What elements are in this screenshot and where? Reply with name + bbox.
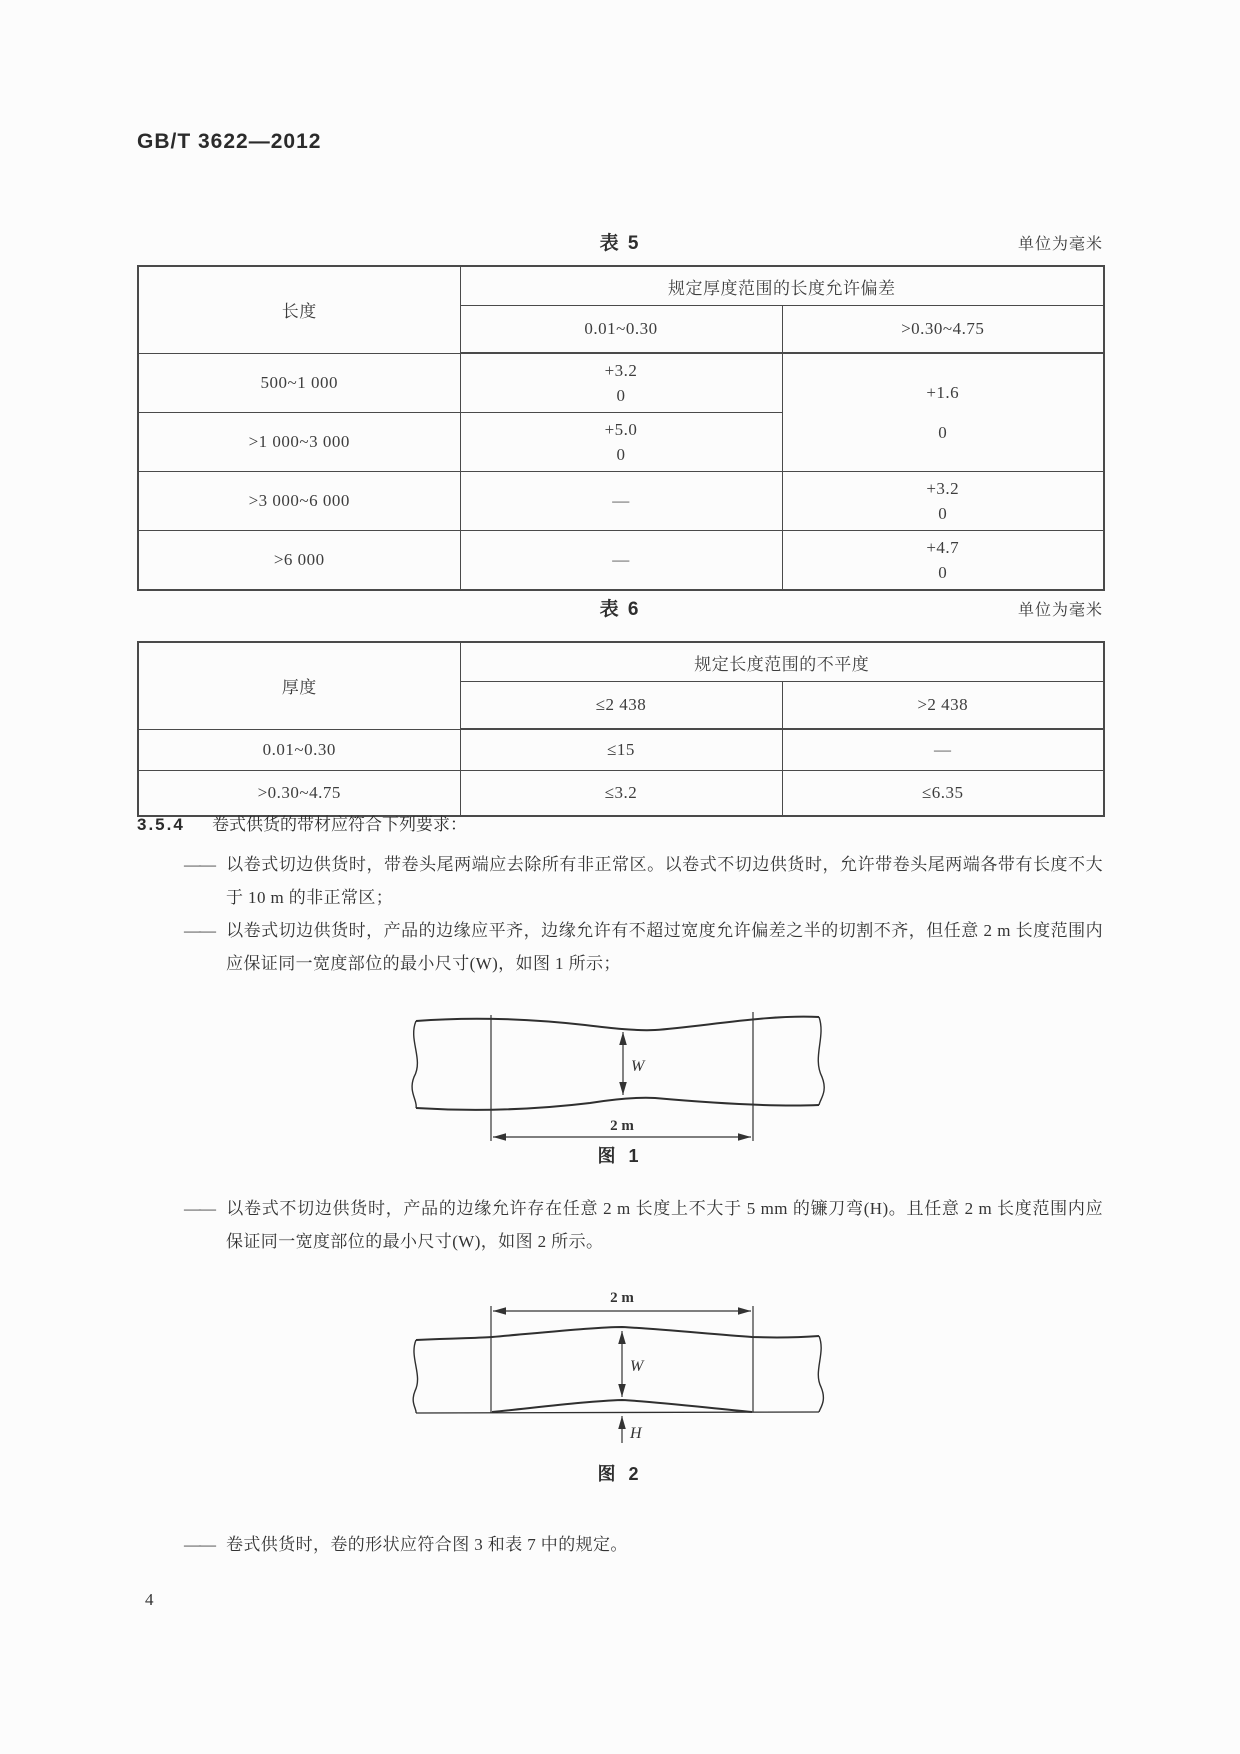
table5-r4-thick-value <box>782 531 1104 591</box>
table5-r3-thick-value <box>782 472 1104 531</box>
table6-subheader-1: ≤2 438 <box>460 682 782 730</box>
table5-r1-length: 500~1 000 <box>138 353 460 413</box>
table6-r1-c2: — <box>782 729 1104 771</box>
table5-subheader-2: >0.30~4.75 <box>782 306 1104 354</box>
table5-r2-length: >1 000~3 000 <box>138 413 460 472</box>
camber-label: H <box>630 1425 642 1442</box>
figure2-caption: 图 2 <box>597 1464 643 1484</box>
value-top: +3.2 <box>926 479 960 498</box>
width-label: W <box>630 1358 644 1375</box>
span-label: 2 m <box>610 1290 634 1306</box>
table-row <box>138 531 1104 591</box>
table6-r1-thickness: 0.01~0.30 <box>138 729 460 771</box>
bullet-dash: —— <box>184 1199 214 1218</box>
table5-r3-length: >3 000~6 000 <box>138 472 460 531</box>
width-label: W <box>631 1058 645 1075</box>
table5-subheader-1: 0.01~0.30 <box>460 306 782 354</box>
table6-r2-thickness: >0.30~4.75 <box>138 771 460 817</box>
clause-number: 3.5.4 <box>137 815 185 834</box>
table5-r1-thin-value <box>460 353 782 413</box>
table6-header-row-1 <box>138 642 1104 682</box>
strip-top-edge <box>416 1017 819 1031</box>
bullet-item-4 <box>184 1528 1103 1561</box>
bullet-item-2 <box>184 914 1103 980</box>
clause-heading-text: 卷式供货的带材应符合下列要求： <box>212 815 467 834</box>
value-bottom: 0 <box>938 422 948 442</box>
strip-bottom-chord <box>416 1412 819 1413</box>
value-top: +4.7 <box>926 538 960 557</box>
table5-length-header: 长度 <box>138 266 460 353</box>
value-top: +5.0 <box>604 420 638 439</box>
table5-title-line <box>137 228 1103 254</box>
table5-unit-note: 单位为毫米 <box>1017 236 1103 253</box>
strip-right-break <box>818 1017 824 1105</box>
table-row <box>138 729 1104 771</box>
value-bottom: 0 <box>938 504 948 523</box>
table5-r2-thin-value <box>460 413 782 472</box>
page-number: 4 <box>145 1590 154 1609</box>
value-bottom: 0 <box>938 563 948 582</box>
table6-thickness-header: 厚度 <box>138 642 460 729</box>
table5-r3-thin-value: — <box>460 472 782 531</box>
bullet-text: 以卷式不切边供货时，产品的边缘允许存在任意 2 m 长度上不大于 5 mm 的镰刀弯(H)。且任意 2 m 长度范围内应保证同一宽度部位的最小尺寸(W)，如图 2 所示。 <box>226 1199 1103 1251</box>
table5-r4-length: >6 000 <box>138 531 460 591</box>
bullet-dash: —— <box>184 1535 214 1554</box>
table-row <box>138 353 1104 413</box>
bullet-text: 以卷式切边供货时，产品的边缘应平齐，边缘允许有不超过宽度允许偏差之半的切割不齐，但任意 2 m 长度范围内应保证同一宽度部位的最小尺寸(W)，如图 1 所示； <box>226 921 1103 973</box>
table6-subheader-2: >2 438 <box>782 682 1104 730</box>
strip-left-break <box>413 1340 417 1413</box>
bullet-item-3 <box>184 1192 1103 1258</box>
table5-span-header: 规定厚度范围的长度允许偏差 <box>460 266 1104 306</box>
figure1-diagram <box>370 995 870 1163</box>
table6-r2-c2: ≤6.35 <box>782 771 1104 817</box>
table5-title: 表 5 <box>599 233 641 254</box>
bullet-dash: —— <box>184 921 214 940</box>
bullet-text: 以卷式切边供货时，带卷头尾两端应去除所有非正常区。以卷式不切边供货时，允许带卷头尾两端各带有长度不大于 10 m 的非正常区； <box>226 855 1103 907</box>
table6-span-header: 规定长度范围的不平度 <box>460 642 1104 682</box>
table-row <box>138 472 1104 531</box>
table6-r2-c1: ≤3.2 <box>460 771 782 817</box>
span-label: 2 m <box>610 1118 634 1134</box>
table5-header-row-1 <box>138 266 1104 306</box>
strip-bottom-edge-camber <box>492 1400 752 1412</box>
strip-left-break <box>412 1021 417 1108</box>
value-bottom: 0 <box>616 445 626 464</box>
table6-title: 表 6 <box>599 599 641 620</box>
value-top: +1.6 <box>926 382 960 402</box>
table6-unit-note: 单位为毫米 <box>1017 602 1103 619</box>
table5 <box>137 265 1105 591</box>
table6-r1-c1: ≤15 <box>460 729 782 771</box>
figure2-diagram <box>370 1285 870 1457</box>
bullet-dash: —— <box>184 855 214 874</box>
standard-number-header: GB/T 3622—2012 <box>137 130 322 153</box>
clause-heading <box>137 812 1103 838</box>
bullet-item-1 <box>184 848 1103 914</box>
table-row <box>138 771 1104 817</box>
table6 <box>137 641 1105 817</box>
value-top: +3.2 <box>604 361 638 380</box>
strip-top-edge <box>416 1327 819 1340</box>
table6-title-line <box>137 594 1103 620</box>
strip-bottom-edge <box>416 1098 819 1110</box>
table5-merged-thick-value <box>782 353 1104 472</box>
table5-r4-thin-value: — <box>460 531 782 591</box>
figure1-caption: 图 1 <box>597 1146 643 1166</box>
value-bottom: 0 <box>616 386 626 405</box>
bullet-text: 卷式供货时，卷的形状应符合图 3 和表 7 中的规定。 <box>226 1535 628 1554</box>
strip-right-break <box>818 1336 823 1412</box>
